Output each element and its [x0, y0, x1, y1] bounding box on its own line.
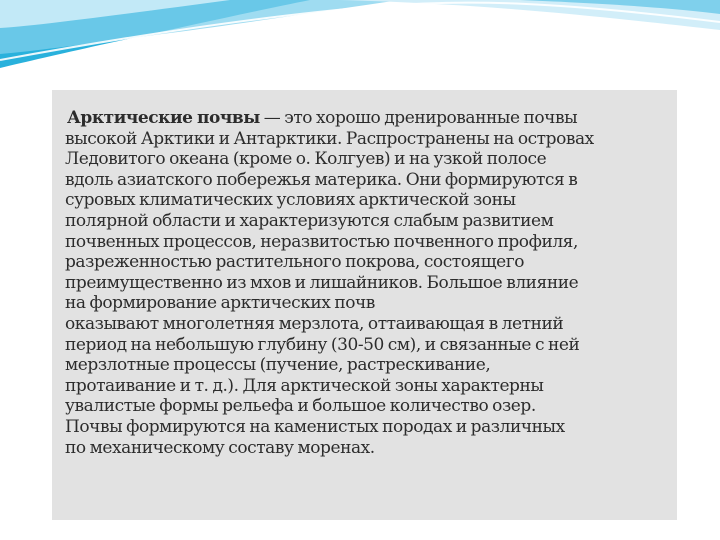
text-line: на формирование арктических почв	[65, 293, 375, 314]
text-line: по механическому составу моренах.	[65, 437, 375, 458]
text-line: преимущественно из мхов и лишайников. Большое влияние	[65, 272, 579, 293]
text-line: почвенных процессов, неразвитостью почвенного профиля,	[65, 231, 578, 252]
text-line: период на небольшую глубину (30-50 см), и связанные с ней	[65, 334, 580, 355]
text-line: Арктические почвы — это хорошо дренированные почвы	[67, 108, 578, 128]
text-line: разреженностью растительного покрова, состоящего	[65, 252, 524, 273]
text-line: мерзлотные процессы (пучение, растрескивание,	[65, 355, 491, 376]
term-arctic-soils: Арктические почвы	[67, 108, 260, 128]
text-line: оказывают многолетняя мерзлота, оттаивающая в летний	[65, 313, 564, 334]
text-line: увалистые формы рельефа и большое количество озер.	[65, 396, 536, 417]
text-line: протаивание и т. д.). Для арктической зоны характерны	[65, 375, 544, 396]
text-line: полярной области и характеризуются слабым развитием	[65, 210, 554, 231]
header-wave-decoration	[0, 0, 720, 80]
text-line: Ледовитого океана (кроме о. Колгуев) и на узкой полосе	[65, 149, 547, 170]
text-panel	[52, 90, 677, 520]
text-line: суровых климатических условиях арктической зоны	[65, 190, 516, 211]
text-line: вдоль азиатского побережья материка. Они формируются в	[65, 169, 578, 190]
body-text	[65, 108, 667, 458]
text-line: Почвы формируются на каменистых породах и различных	[65, 416, 565, 437]
text-line: высокой Арктики и Антарктики. Распространены на островах	[65, 128, 594, 149]
